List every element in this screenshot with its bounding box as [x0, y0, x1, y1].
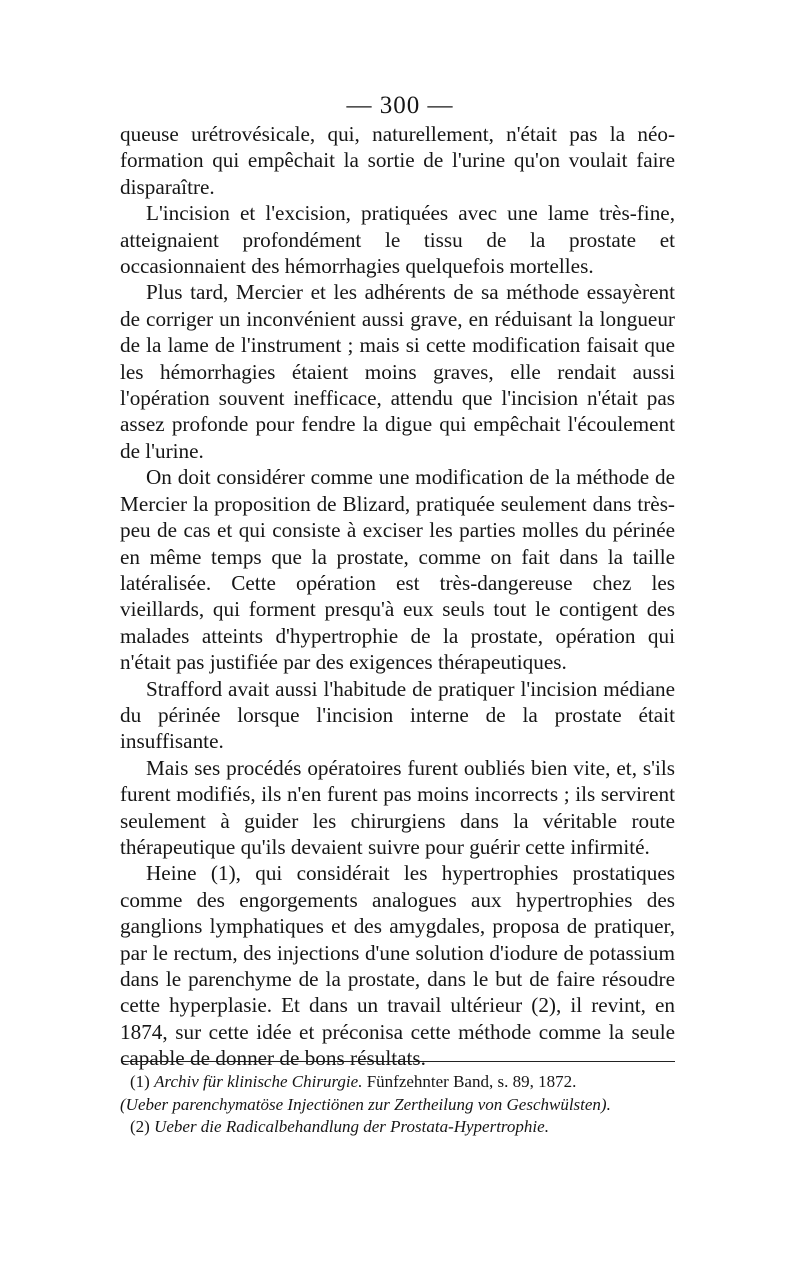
footnote-1-title: (Ueber parenchymatöse Injectiönen zur Zertheilung von Geschwülsten). [120, 1094, 611, 1114]
footnote-1-marker: (1) [130, 1072, 150, 1091]
footnote-1-title-line [120, 1094, 676, 1117]
paragraph-procedes: Mais ses procédés opératoires furent oubliés bien vite, et, s'ils furent modifiés, ils n'en furent pas moins incorrects ; ils servirent seulement à guider les chirurgiens dans la véritable route thérapeutique qu'ils devaient suivre pour guérir cette infirmité. [120, 755, 675, 859]
footnote-2-marker: (2) [130, 1117, 150, 1136]
page-number: — 300 — [346, 92, 454, 119]
footnotes [120, 1071, 676, 1139]
footnote-rule [121, 1061, 675, 1062]
footnote-2-title: Ueber die Radicalbehandlung der Prostata-Hypertrophie. [154, 1117, 549, 1136]
paragraph-continuation: queuse urétrovésicale, qui, naturellement, n'était pas la néo-formation qui empêchait la sortie de l'urine qu'on voulait faire disparaître. [120, 122, 675, 199]
body-text [120, 121, 675, 1072]
paragraph-strafford: Strafford avait aussi l'habitude de pratiquer l'incision médiane du périnée lorsque l'incision interne de la prostate était insuffisante. [120, 676, 675, 754]
paragraph-incision: L'incision et l'excision, pratiquées avec une lame très-fine, atteignaient profondément le tissu de la prostate et occasionnaient des hémorrhagies quelquefois mortelles. [120, 201, 675, 279]
footnote-2 [120, 1116, 676, 1139]
paragraph-heine: Heine (1), qui considérait les hypertrophies prostatiques comme des engorgements analogues aux hypertrophies des ganglions lymphatiques et des amygdales, proposa de pratiquer, par le rectum, des injections d'une solution d'iodure de potassium dans le parenchyme de la prostate, dans le but de faire résoudre cette hyperplasie. Et dans un travail ultérieur (2), il revint, en 1874, sur cette idée et préconisa cette méthode comme la seule capable de donner de bons résultats. [120, 861, 675, 1071]
paragraph-mercier: Plus tard, Mercier et les adhérents de sa méthode essayèrent de corriger un inconvénient aussi grave, en réduisant la longueur de la lame de l'instrument ; mais si cette modification faisait que les hémorrhagies étaient moins graves, elle rendait aussi l'opération souvent inefficace, attendu que l'incision n'était pas assez profonde pour fendre la digue qui empêchait l'écoulement de l'urine. [120, 280, 675, 463]
footnote-1-journal: Archiv für klinische Chirurgie. [154, 1072, 363, 1091]
footnote-1-details: Fünfzehnter Band, s. 89, 1872. [366, 1072, 577, 1091]
paragraph-blizard: On doit considérer comme une modification de la méthode de Mercier la proposition de Blizard, pratiquée seulement dans très-peu de cas et qui consiste à exciser les parties molles du périnée en même temps que la prostate, comme on fait dans la taille latéralisée. Cette opération est très-dangereuse chez les vieillards, qui forment presqu'à eux seuls tout le contigent des malades atteints d'hypertrophie de la prostate, opération qui n'était pas justifiée par des exigences thérapeutiques. [120, 465, 675, 675]
footnote-1 [120, 1071, 676, 1094]
